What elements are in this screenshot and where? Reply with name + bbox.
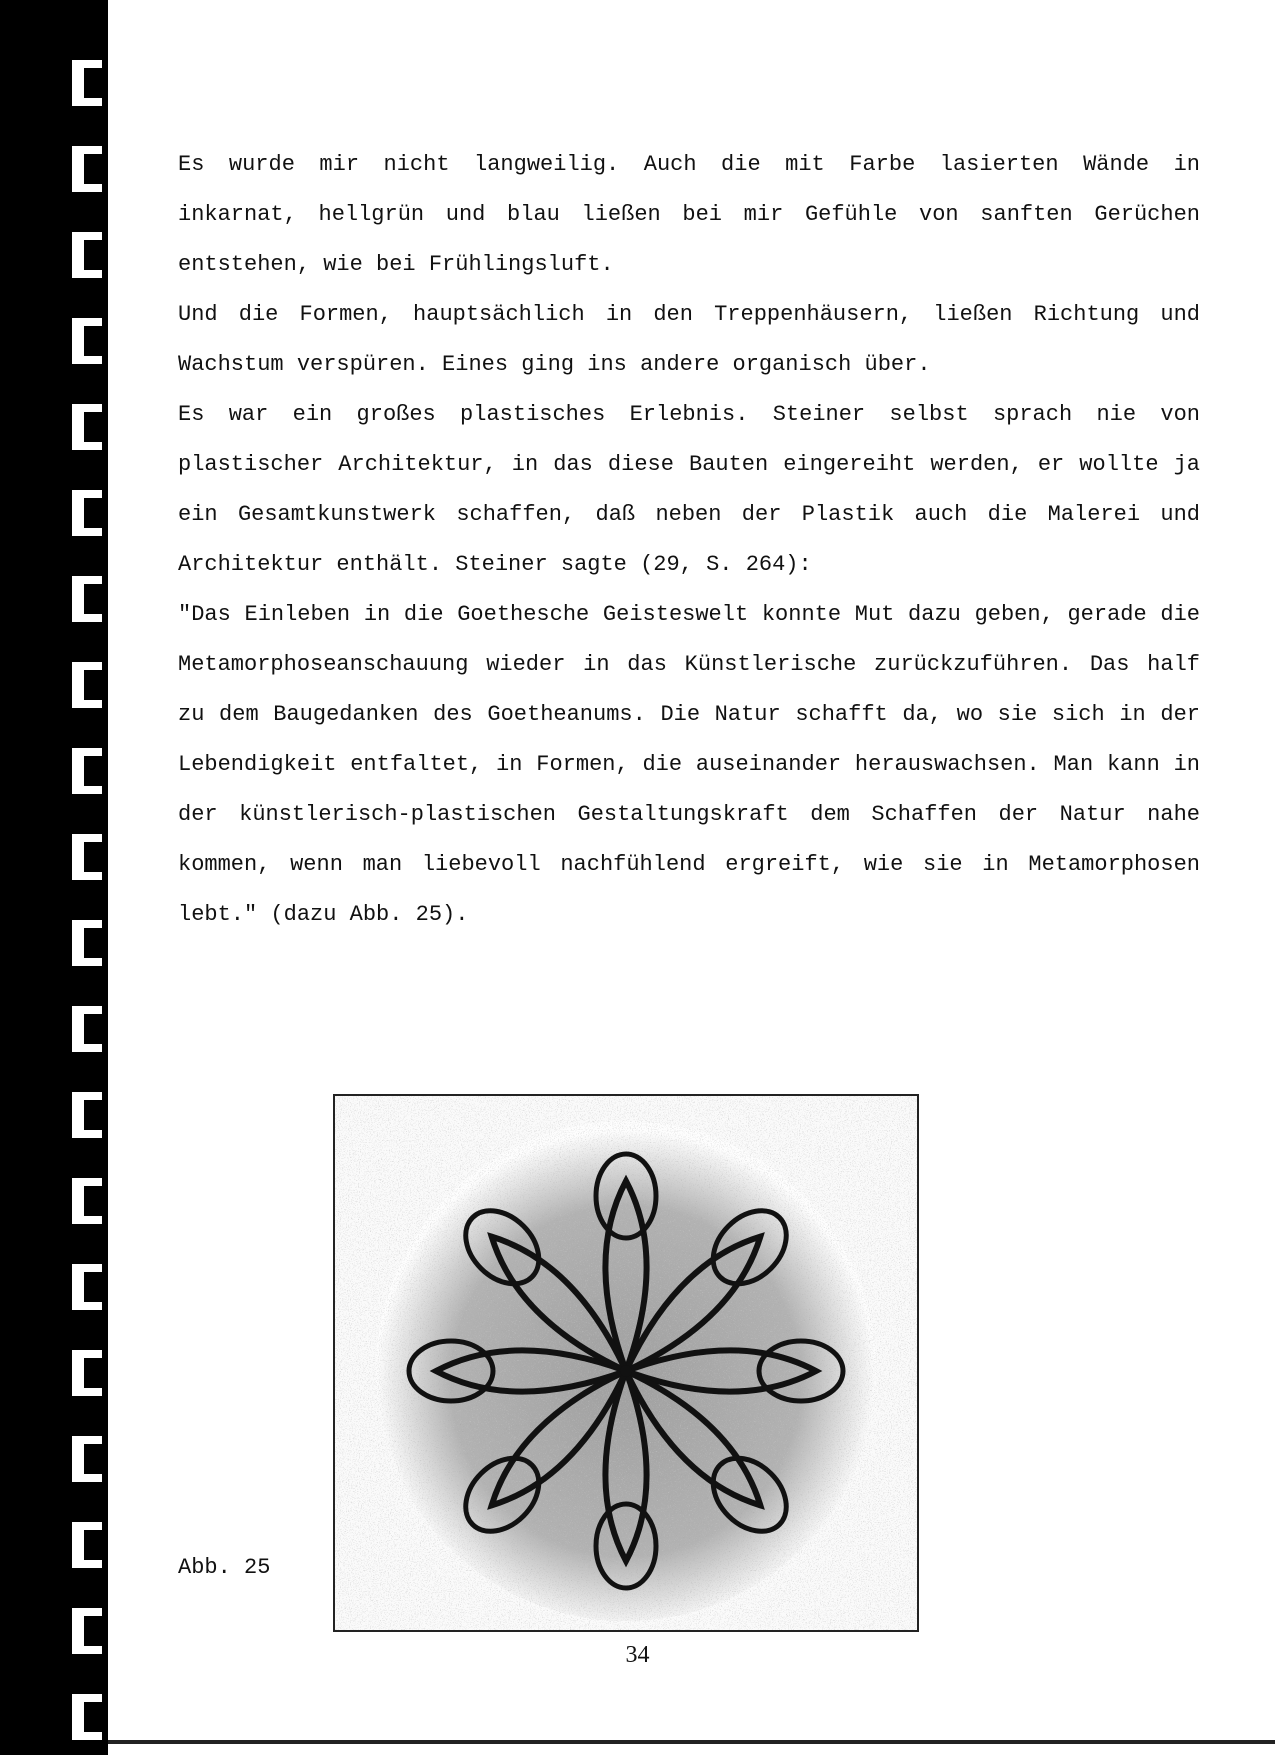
- binding-tab: [72, 748, 102, 794]
- binding-tab: [72, 1350, 102, 1396]
- bottom-rule: [108, 1740, 1275, 1744]
- binding-tab: [72, 1178, 102, 1224]
- binding-tab: [72, 1694, 102, 1740]
- binding-tab: [72, 1264, 102, 1310]
- binding-tab: [72, 146, 102, 192]
- figure-25-rosette-relief: [333, 1094, 919, 1632]
- binding-tab: [72, 1436, 102, 1482]
- binding-tab: [72, 1522, 102, 1568]
- binding-tab: [72, 920, 102, 966]
- binding-tab: [72, 576, 102, 622]
- spiral-binding: [0, 0, 108, 1755]
- page-number: 34: [625, 1642, 650, 1668]
- binding-tab: [72, 662, 102, 708]
- binding-tab: [72, 834, 102, 880]
- binding-tab: [72, 490, 102, 536]
- binding-tab: [72, 404, 102, 450]
- figure-label: Abb. 25: [178, 1555, 271, 1580]
- binding-tab: [72, 1006, 102, 1052]
- binding-tab: [72, 232, 102, 278]
- paragraph-1: Es wurde mir nicht langweilig. Auch die mit Farbe lasierten Wände in inkarnat, hellgrün und blau ließen bei mir Gefühle von sanften Gerüchen entstehen, wie bei Frühlingsluft.: [178, 152, 1200, 277]
- binding-tab: [72, 318, 102, 364]
- body-text: [178, 140, 1200, 940]
- binding-tab: [72, 60, 102, 106]
- paragraph-4-quote: "Das Einleben in die Goethesche Geisteswelt konnte Mut dazu geben, gerade die Metamorphoseanschauung wieder in das Künstlerische zurückzuführen. Das half zu dem Baugedanken des Goetheanums. Die Natur schafft da, wo sie sich in der Lebendigkeit entfaltet, in Formen, die auseinander herauswachsen. Man kann in der künstlerisch-plastischen Gestaltungskraft dem Schaffen der Natur nahe kommen, wenn man liebevoll nachfühlend ergreift, wie sie in Metamorphosen lebt." (dazu Abb. 25).: [178, 602, 1200, 927]
- paragraph-3: Es war ein großes plastisches Erlebnis. Steiner selbst sprach nie von plastischer Architektur, in das diese Bauten eingereiht werden, er wollte ja ein Gesamtkunstwerk schaffen, daß neben der Plastik auch die Malerei und Architektur enthält. Steiner sagte (29, S. 264):: [178, 402, 1200, 577]
- binding-tab: [72, 1092, 102, 1138]
- paragraph-2: Und die Formen, hauptsächlich in den Treppenhäusern, ließen Richtung und Wachstum verspüren. Eines ging ins andere organisch über.: [178, 302, 1200, 377]
- rosette-illustration: [335, 1096, 917, 1630]
